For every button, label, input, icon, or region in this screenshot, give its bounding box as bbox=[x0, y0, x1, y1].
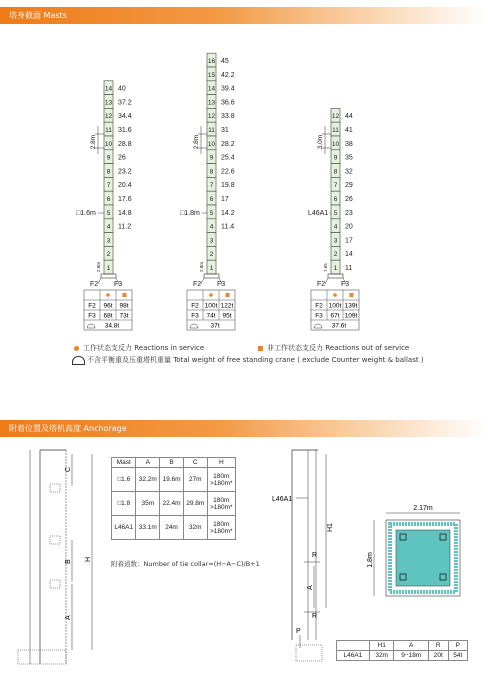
total-weight: 37t bbox=[210, 322, 220, 330]
segment-number: 2 bbox=[106, 251, 111, 259]
segment-number: 3 bbox=[106, 237, 111, 245]
height-label: 20.4 bbox=[118, 182, 132, 190]
segment-number: 11 bbox=[105, 127, 112, 134]
tie-collar bbox=[50, 536, 60, 544]
height-label: 22.6 bbox=[221, 168, 235, 176]
segment-number: 10 bbox=[207, 140, 216, 148]
legend-out-service: 非工作状态支反力 Reactions out of service bbox=[258, 343, 409, 353]
r-label: R bbox=[312, 552, 318, 559]
height-label: 31 bbox=[221, 127, 229, 134]
segment-number: 13 bbox=[104, 99, 113, 107]
masts-header-bar bbox=[0, 7, 488, 24]
reactions-table bbox=[84, 290, 132, 330]
segment-number: 14 bbox=[104, 85, 113, 93]
f3-out-service: 109t bbox=[344, 312, 358, 320]
height-label: 44 bbox=[345, 113, 353, 121]
segment-number: 8 bbox=[106, 168, 111, 176]
segment-number: 2 bbox=[333, 251, 338, 259]
height-label: 45 bbox=[221, 58, 229, 65]
orange-dot-icon bbox=[106, 293, 110, 297]
mast-diagram-1 bbox=[76, 81, 132, 330]
segment-number: 6 bbox=[106, 196, 111, 203]
base-dimension-label: 2.8m bbox=[199, 261, 204, 272]
table-row: L46A1 32m 9−18m 20t 54t bbox=[337, 651, 468, 661]
f3-row-label: F3 bbox=[315, 312, 323, 320]
f3-label: F3 bbox=[217, 281, 226, 288]
tie-collar bbox=[50, 484, 60, 492]
base-plate bbox=[101, 274, 116, 278]
right-tower-drawing bbox=[272, 450, 334, 661]
segment-number: 10 bbox=[331, 140, 340, 148]
plan-view bbox=[367, 505, 460, 596]
base-hatch bbox=[18, 650, 66, 664]
height-label: 14.2 bbox=[221, 209, 235, 217]
segment-number: 3 bbox=[209, 237, 214, 245]
base-plate bbox=[204, 274, 219, 278]
height-label: 1.8m bbox=[367, 552, 374, 568]
segment-number: 1 bbox=[333, 265, 338, 272]
orange-square-icon bbox=[123, 293, 127, 297]
orange-square-icon bbox=[226, 293, 230, 297]
segment-number: 9 bbox=[333, 154, 338, 162]
right-table-header: H1 A R P bbox=[337, 641, 468, 651]
height-label: 35 bbox=[345, 154, 353, 162]
mast-diagram-2 bbox=[180, 53, 235, 330]
mast-label: L46A1 bbox=[272, 496, 293, 503]
f3-label: F3 bbox=[341, 281, 350, 288]
height-label: 42.2 bbox=[221, 71, 235, 79]
plan-inner bbox=[396, 530, 450, 586]
base-arrow bbox=[98, 278, 101, 284]
left-tower-drawing bbox=[18, 450, 92, 664]
f2-label: F2 bbox=[193, 281, 202, 288]
f3-out-service: 73t bbox=[119, 312, 129, 320]
height-label: 19.8 bbox=[221, 182, 235, 190]
height-label: 34.4 bbox=[118, 113, 132, 121]
mast-size-label: L46A1 bbox=[308, 210, 329, 217]
anchorage-table-header: Mast A B C H bbox=[112, 458, 236, 468]
height-label: 40 bbox=[118, 85, 126, 93]
orange-dot-icon bbox=[333, 293, 337, 297]
height-label: 20 bbox=[345, 223, 353, 231]
segment-number: 7 bbox=[209, 182, 214, 190]
base-dimension-label: 2.8m bbox=[96, 261, 101, 272]
height-label: 26 bbox=[118, 154, 126, 162]
height-label: 28.2 bbox=[221, 140, 235, 148]
mast-size-label: □1.8m bbox=[180, 210, 200, 217]
segment-number: 10 bbox=[104, 140, 113, 148]
segment-number: 16 bbox=[207, 58, 216, 65]
anchorage-table bbox=[111, 457, 236, 540]
height-label: 17 bbox=[345, 237, 353, 245]
f2-row-label: F2 bbox=[315, 302, 323, 310]
segment-number: 4 bbox=[333, 223, 338, 231]
segment-number: 1 bbox=[209, 265, 214, 272]
orange-square-icon bbox=[258, 346, 263, 351]
height-label: 41 bbox=[345, 127, 353, 134]
segment-number: 1 bbox=[106, 265, 111, 272]
height-label: 33.8 bbox=[221, 113, 235, 121]
segment-number: 13 bbox=[207, 99, 216, 107]
height-label: 23.2 bbox=[118, 168, 132, 176]
segment-number: 8 bbox=[333, 168, 338, 176]
f3-in-service: 68t bbox=[103, 312, 113, 320]
dimension-label: 2.8m bbox=[193, 134, 200, 150]
segment-number: 4 bbox=[106, 223, 111, 231]
base-arrow bbox=[201, 278, 204, 284]
height-label: 14 bbox=[345, 251, 353, 259]
f2-label: F2 bbox=[317, 281, 326, 288]
height-label: 32 bbox=[345, 168, 353, 176]
total-weight: 34.8t bbox=[104, 322, 120, 330]
f3-label: F3 bbox=[114, 281, 123, 288]
masts-diagrams bbox=[0, 25, 488, 355]
reactions-table bbox=[187, 290, 235, 330]
dimension-label: 2.8m bbox=[90, 134, 97, 150]
height-label: 11.2 bbox=[118, 223, 132, 231]
segment-number: 8 bbox=[209, 168, 214, 176]
table-row: □1.8 35m 22.4m 29.8m 180m >180m* bbox=[112, 492, 236, 516]
height-label: 11 bbox=[345, 265, 353, 272]
height-label: 39.4 bbox=[221, 85, 235, 93]
segment-number: 5 bbox=[333, 209, 338, 217]
segment-number: 12 bbox=[331, 113, 340, 121]
table-row: L46A1 33.1m 24m 32m 180m >180m* bbox=[112, 516, 236, 540]
segment-number: 3 bbox=[333, 237, 338, 245]
height-label: 25.4 bbox=[221, 154, 235, 162]
height-label: 37.2 bbox=[118, 99, 132, 107]
segment-number: 9 bbox=[209, 154, 214, 162]
f2-label: F2 bbox=[90, 281, 99, 288]
height-label: 38 bbox=[345, 140, 353, 148]
right-anchorage-table bbox=[336, 640, 468, 661]
dim-b-label: B bbox=[65, 559, 72, 564]
f2-row-label: F2 bbox=[88, 302, 96, 310]
orange-dot-icon bbox=[209, 293, 213, 297]
p-label: P bbox=[296, 628, 301, 635]
f2-in-service: 100t bbox=[328, 302, 342, 310]
segment-number: 11 bbox=[332, 127, 339, 134]
height-label: 31.6 bbox=[118, 127, 132, 134]
width-label: 2.17m bbox=[413, 505, 433, 512]
dimension-label: 3.0m bbox=[317, 134, 324, 150]
height-label: 28.8 bbox=[118, 140, 132, 148]
segment-number: 14 bbox=[207, 85, 216, 93]
f2-out-service: 122t bbox=[220, 302, 234, 310]
f3-in-service: 74t bbox=[206, 312, 216, 320]
segment-number: 9 bbox=[106, 154, 111, 162]
total-weight: 37.6t bbox=[331, 322, 347, 330]
segment-number: 6 bbox=[209, 196, 214, 203]
segment-number: 11 bbox=[208, 127, 215, 134]
height-label: 11.4 bbox=[221, 223, 235, 231]
dim-h-label: H bbox=[85, 556, 92, 562]
dim-a-label: A bbox=[65, 615, 72, 620]
segment-number: 7 bbox=[106, 182, 111, 190]
orange-dot-icon bbox=[74, 346, 79, 351]
legend-in-service: 工作状态支反力 Reactions in service bbox=[74, 343, 204, 353]
anchorage-header-bar bbox=[0, 420, 488, 437]
segment-number: 5 bbox=[106, 209, 111, 217]
f3-in-service: 67t bbox=[330, 312, 340, 320]
orange-square-icon bbox=[350, 293, 354, 297]
weight-icon bbox=[72, 356, 85, 365]
height-label: 14.8 bbox=[118, 209, 132, 217]
f2-row-label: F2 bbox=[191, 302, 199, 310]
height-label: 36.6 bbox=[221, 99, 235, 107]
height-label: 26 bbox=[345, 196, 353, 203]
segment-number: 6 bbox=[333, 196, 338, 203]
segment-number: 5 bbox=[209, 209, 214, 217]
dim-a-label: A bbox=[307, 585, 314, 590]
segment-number: 12 bbox=[104, 113, 113, 121]
f2-in-service: 100t bbox=[204, 302, 218, 310]
height-label: 29 bbox=[345, 182, 353, 190]
table-row: □1.6 32.2m 19.6m 27m 180m >180m* bbox=[112, 468, 236, 492]
legend-total-weight: 不含平衡重及压重塔机重量 Total weight of free standing crane ( exclude Counter weight & ballast ) bbox=[72, 355, 424, 365]
f3-out-service: 95t bbox=[222, 312, 232, 320]
f3-row-label: F3 bbox=[88, 312, 96, 320]
f2-out-service: 98t bbox=[119, 302, 129, 310]
segment-number: 12 bbox=[207, 113, 216, 121]
height-label: 17 bbox=[221, 196, 229, 203]
r-label-bottom: R bbox=[312, 613, 318, 620]
mast-size-label: □1.6m bbox=[76, 210, 96, 217]
mast-diagram-3 bbox=[308, 108, 359, 330]
tie-collar bbox=[50, 580, 60, 588]
dim-h1-label: H1 bbox=[327, 523, 334, 532]
base-arrow bbox=[325, 278, 328, 284]
segment-number: 15 bbox=[207, 71, 216, 79]
f2-in-service: 96t bbox=[103, 302, 113, 310]
segment-number: 2 bbox=[209, 251, 214, 259]
height-label: 17.6 bbox=[118, 196, 132, 203]
base-dimension-label: 7.65 bbox=[323, 263, 328, 272]
segment-number: 7 bbox=[333, 182, 338, 190]
segment-number: 4 bbox=[209, 223, 214, 231]
f2-out-service: 139t bbox=[344, 302, 358, 310]
dim-c-label: C bbox=[65, 466, 72, 472]
height-label: 23 bbox=[345, 209, 353, 217]
anchorage-title: 附着位置及塔机高度 Anchorage bbox=[9, 424, 127, 433]
base-plate bbox=[328, 274, 343, 278]
tie-collar-note: 附着道数：Number of tie collar=(H−A−C)/B+1 bbox=[111, 560, 260, 568]
reactions-table bbox=[311, 290, 359, 330]
masts-title: 塔身截面 Masts bbox=[9, 11, 67, 20]
f3-row-label: F3 bbox=[191, 312, 199, 320]
